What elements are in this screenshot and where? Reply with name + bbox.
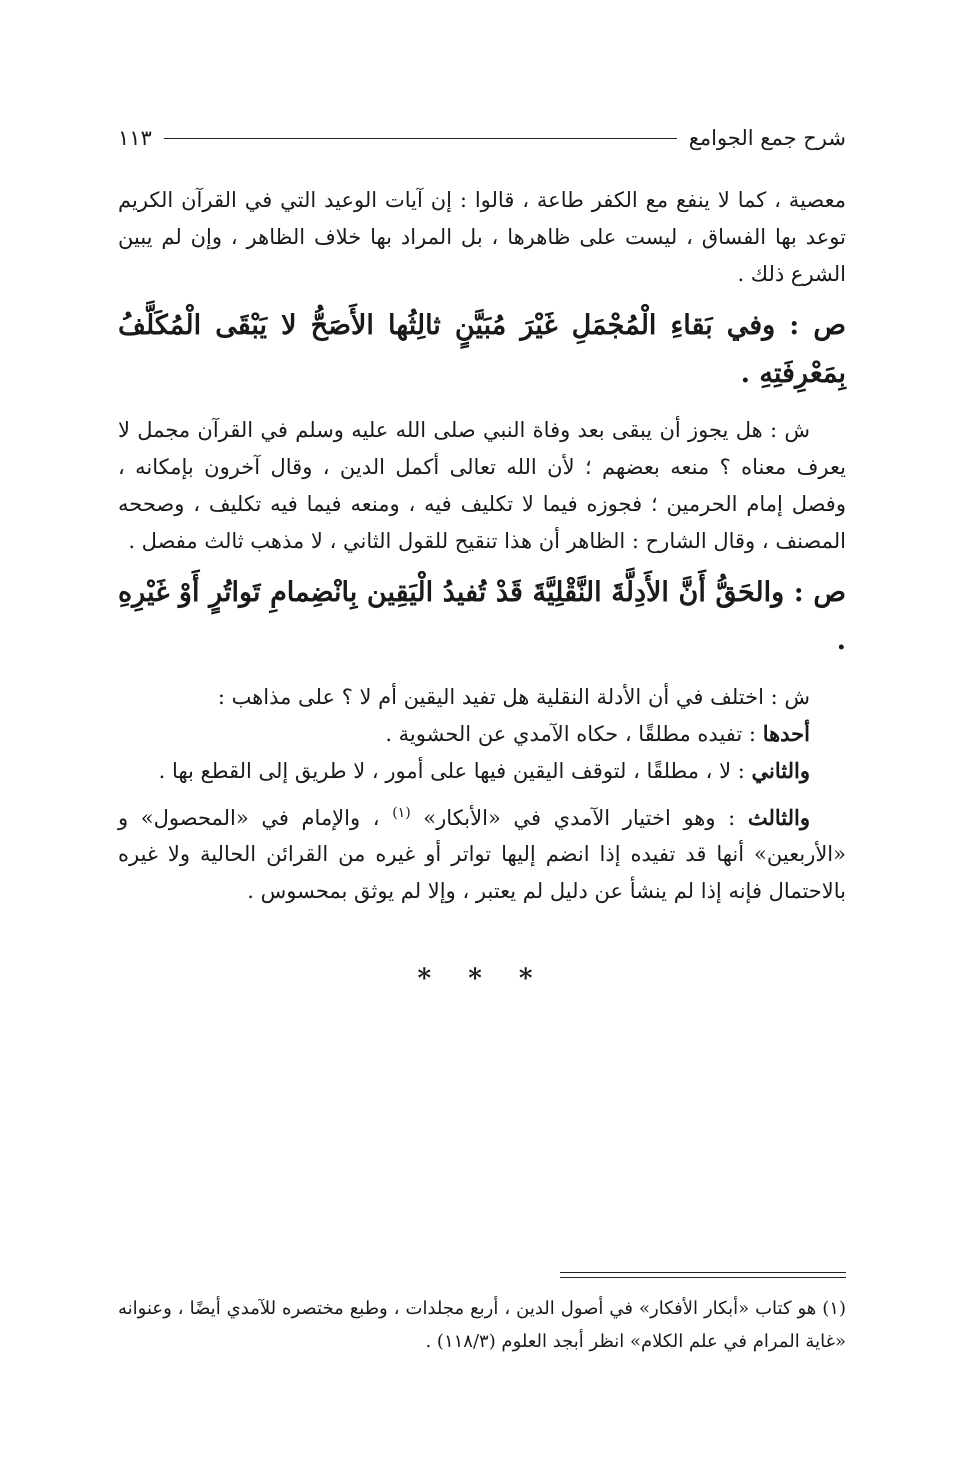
- opinion-text: : وهو اختيار الآمدي في «الأبكار»: [410, 805, 748, 830]
- opinion-lead: والثاني: [751, 757, 810, 783]
- running-title: شرح جمع الجوامع: [688, 126, 846, 150]
- opinion-lead: أحدها: [762, 721, 810, 747]
- opinion-paragraph: [118, 753, 846, 790]
- opinion-paragraph: [118, 716, 846, 753]
- matn-text: ص : وفي بَقاءِ الْمُجْمَلِ غَيْرَ مُبَيَّنٍ ثالِثُها الأَصَحُّ لا يَبْقَى الْمُكَلَّفُ بِمَعْرِفَتِهِ .: [118, 310, 846, 390]
- matn-text: ص : والحَقُّ أَنَّ الأَدِلَّةَ النَّقْلِيَّةَ قَدْ تُفيدُ الْيَقِين بِانْضِمامِ تَواتُرٍ أَوْ غَيْرِهِ .: [118, 577, 846, 657]
- opinion-text: ، والإمام في «المحصول» و «الأربعين» أنها قد تفيده إذا انضم إليها تواتر أو غيره من القرائن الحالية ولا غيره بالاحتمال فإنه إذا لم ينشأ عن دليل لم يعتبر ، وإلا لم يوثق بمحسوس .: [118, 805, 846, 904]
- footnote-rule: [560, 1277, 846, 1278]
- commentary-paragraph: ش : اختلف في أن الأدلة النقلية هل تفيد اليقين أم لا ؟ على مذاهب :: [217, 685, 810, 710]
- page-body: [118, 182, 846, 994]
- opinion-lead: والثالث: [747, 804, 810, 830]
- opinion-text: : لا ، مطلقًا ، لتوقف اليقين فيها على أمور ، لا طريق إلى القطع بها .: [158, 758, 752, 783]
- footnote-reference[interactable]: (١): [392, 804, 411, 821]
- page-header: [118, 118, 846, 158]
- page-number: ١١٣: [118, 126, 152, 150]
- opinion-text: : تفيده مطلقًا ، حكاه الآمدي عن الحشوية .: [385, 722, 763, 747]
- commentary-paragraph: ش : هل يجوز أن يبقى بعد وفاة النبي صلى الله عليه وسلم في القرآن مجمل لا يعرف معناه ؟ منعه بعضهم ؛ لأن الله تعالى أكمل الدين ، وقال آخرون بإمكانه ، وفصل إمام الحرمين ؛ فجوزه فيما لا تكليف فيه ، ومنعه فيما فيه تكليف ، وصححه المصنف ، وقال الشارح : الظاهر أن هذا تنقيح للقول الثاني ، لا مذهب ثالث مفصل .: [118, 418, 846, 553]
- section-separator: * * *: [417, 963, 547, 994]
- footnote-rule: [560, 1272, 846, 1273]
- commentary-paragraph: معصية ، كما لا ينفع مع الكفر طاعة ، قالوا : إن آيات الوعيد التي في القرآن الكريم توعد بها الفساق ، ليست على ظاهرها ، بل المراد بها خلاف الظاهر ، وإن لم يبين الشرع ذلك .: [118, 188, 846, 286]
- header-rule: [164, 138, 677, 139]
- footnote: (١) هو كتاب «أبكار الأفكار» في أصول الدين ، أربع مجلدات ، وطبع مختصره للآمدي أيضًا ، وعنوانه «غاية المرام في علم الكلام» انظر أبجد العلوم (١١٨/٣) .: [118, 1298, 846, 1353]
- opinion-paragraph: [118, 800, 846, 910]
